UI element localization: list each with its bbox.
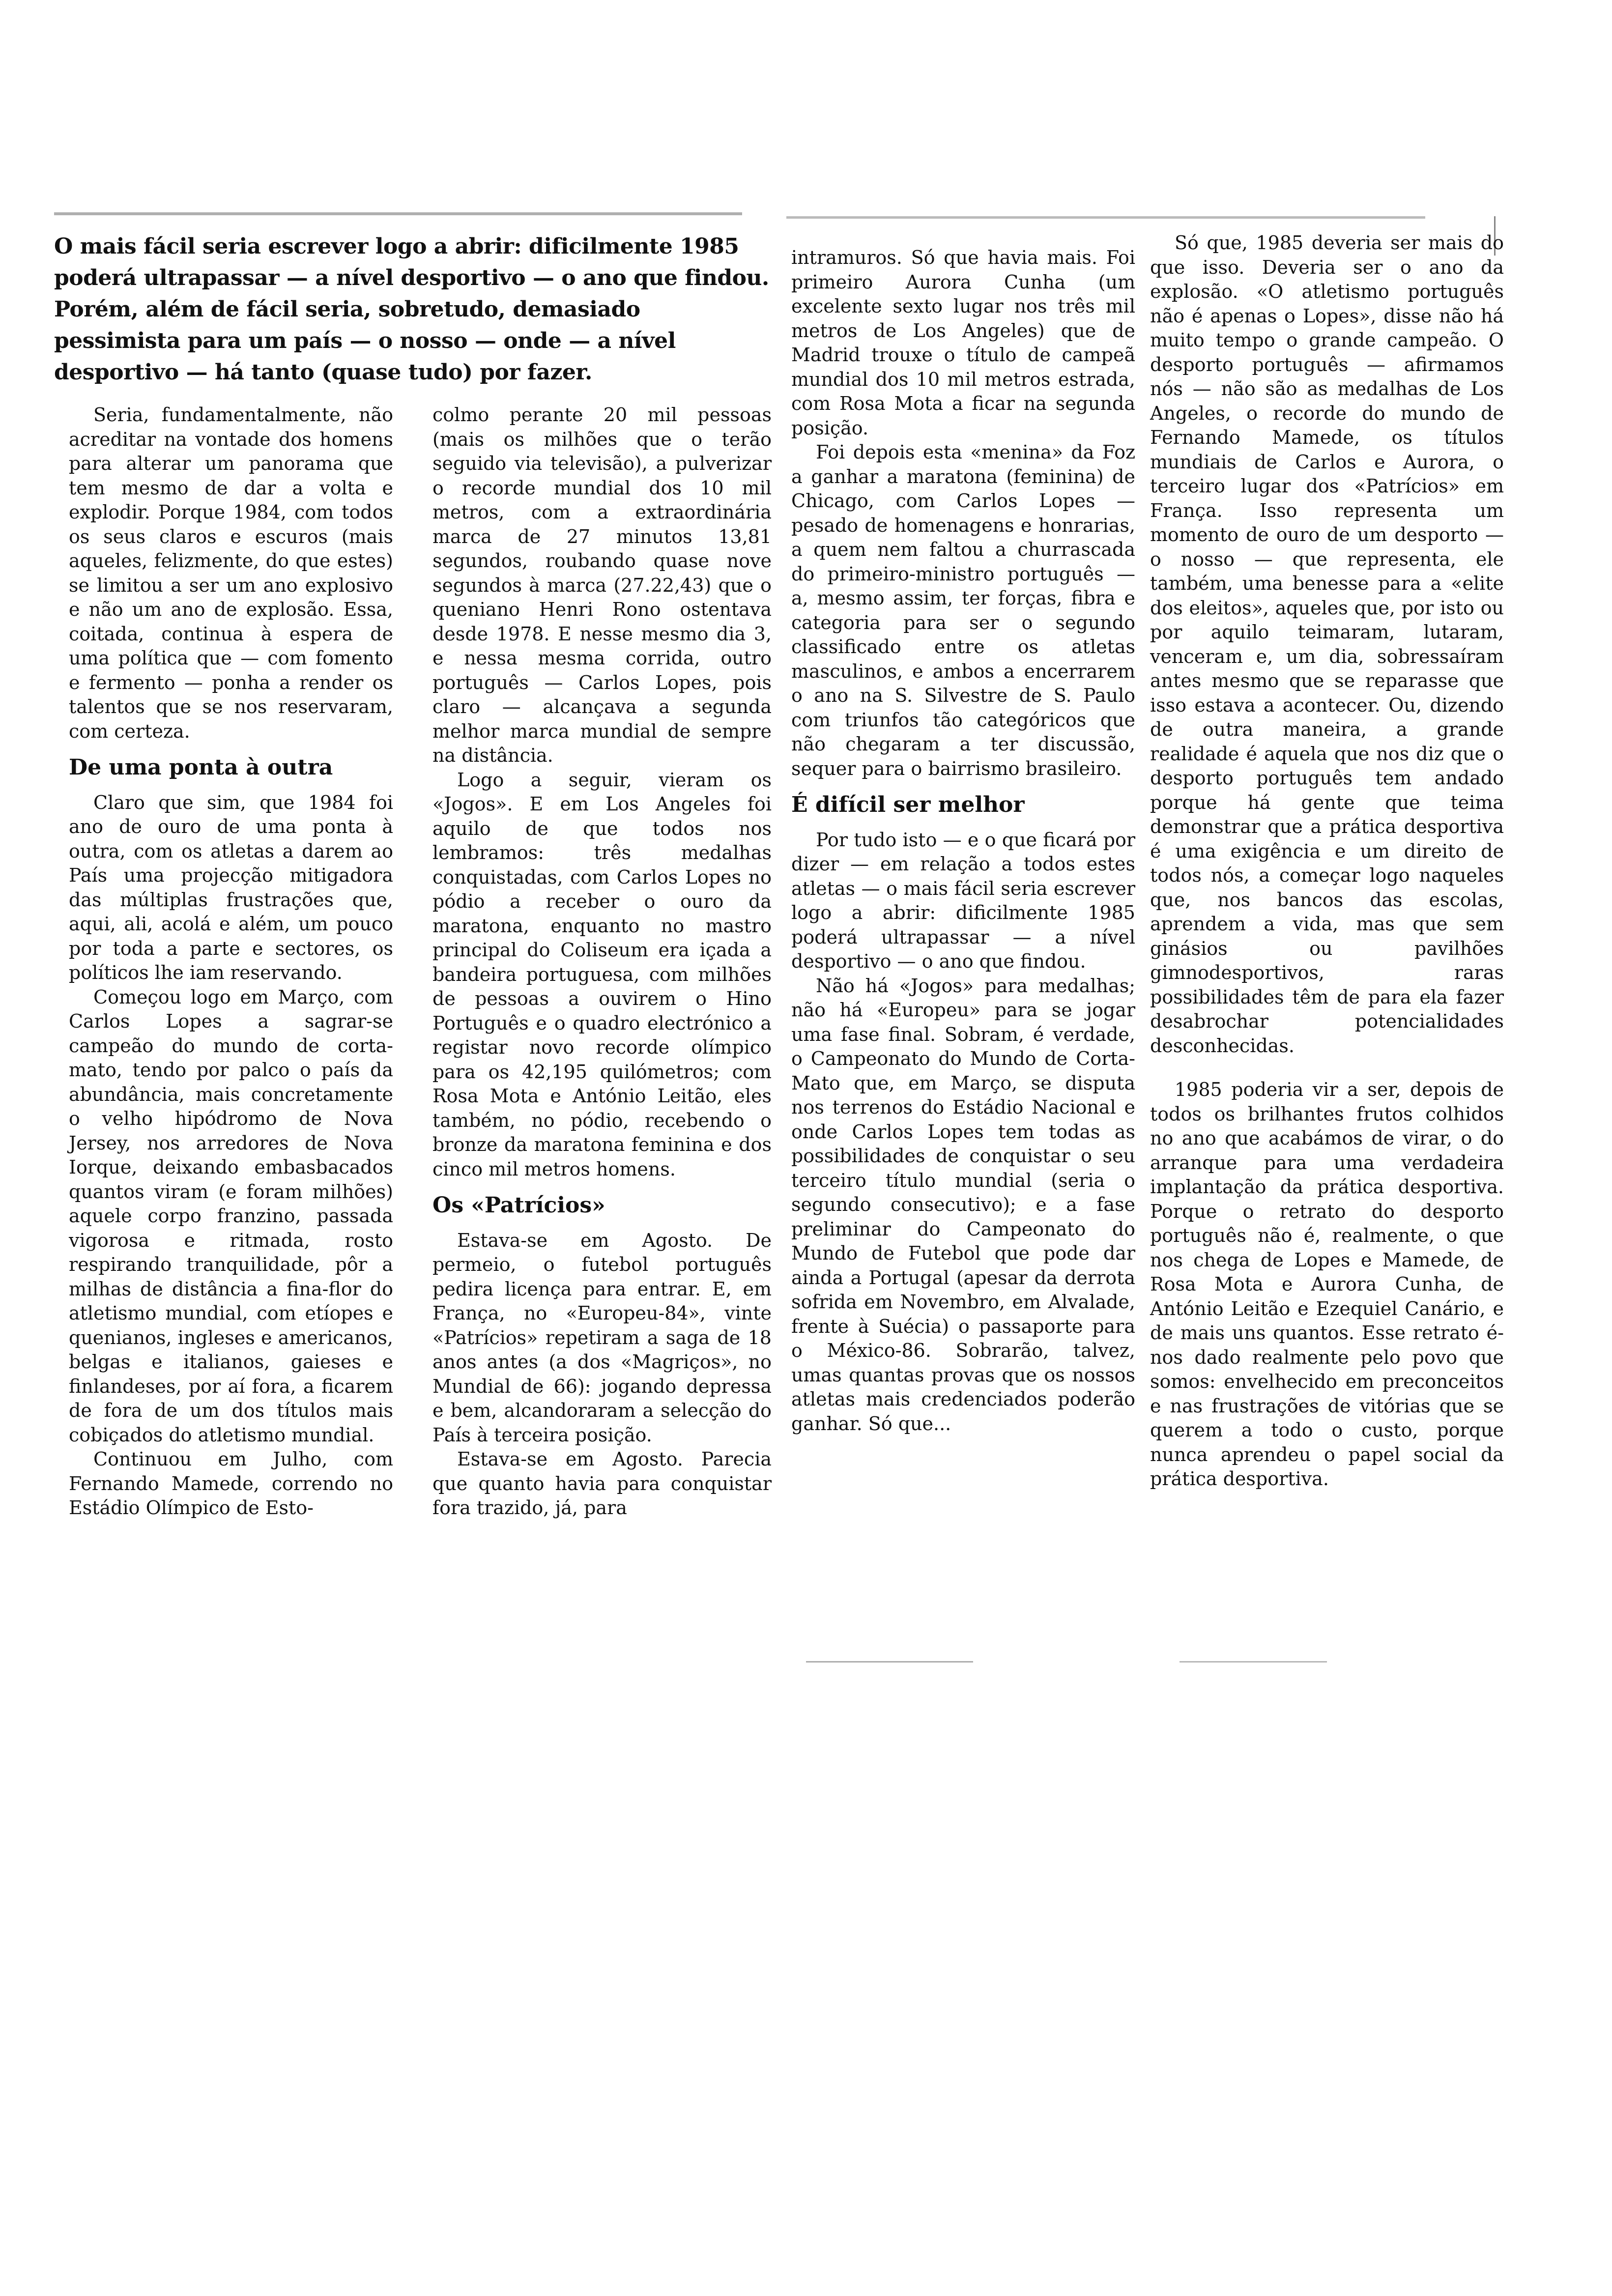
- paragraph: Claro que sim, que 1984 foi ano de ouro de uma ponta à outra, com os atletas a darem ao País uma projecção mitigadora das múltiplas frustrações que, aqui, ali, acolá e além, um pouco por toda a parte e sectores, os políticos lhe iam reservando.: [69, 791, 393, 983]
- scan-noise-top: [54, 212, 742, 215]
- paragraph: colmo perante 20 mil pessoas (mais os milhões que o terão seguido via televisão), a pulverizar o recorde mundial dos 10 mil metros, com a extraordinária marca de 27 minutos 13,81 segundos, roubando quase nove segundos à marca (27.22,43) que o queniano Henri Rono ostentava desde 1978. E nesse mesmo dia 3, e nessa mesma corrida, outro português — Carlos Lopes, pois claro — alcançava a segunda melhor marca mundial de sempre na distância.: [432, 404, 772, 766]
- scan-noise-top-right: [786, 216, 1425, 219]
- paragraph: Foi depois esta «menina» da Foz a ganhar a maratona (feminina) de Chicago, com Carlos Lopes — pesado de homenagens e honrarias, a quem nem faltou a churrascada do primeiro-ministro português — a, mesmo assim, ter forças, fibra e categoria para ser o segundo classificado entre os atletas masculinos, e ambos a encerrarem o ano na S. Silvestre de S. Paulo com triunfos tão categóricos que não chegaram a ter discussão, sequer para o bairrismo brasileiro.: [791, 441, 1135, 779]
- paragraph: Seria, fundamentalmente, não acreditar na vontade dos homens para alterar um panorama que tem mesmo de dar a volta e explodir. Porque 1984, com todos os seus claros e escuros (mais aqueles, felizmente, do que estes) se limitou a ser um ano explosivo e não um ano de explosão. Essa, coitada, continua à espera de uma política que — com fomento e fermento — ponha a render os talentos que se nos reservaram, com certeza.: [69, 404, 393, 742]
- column-end-mark: [1180, 1661, 1327, 1663]
- column-end-mark: [806, 1661, 973, 1663]
- column-4: [1150, 231, 1504, 1492]
- paragraph: Logo a seguir, vieram os «Jogos». E em Los Angeles foi aquilo de que todos nos lembramos: três medalhas conquistadas, com Carlos Lopes no pódio a receber o ouro da maratona, enquanto no mastro principal do Coliseum era içada a bandeira portuguesa, com milhões de pessoas a ouvirem o Hino Português e o quadro electrónico a registar novo recorde olímpico para os 42,195 quilómetros; com Rosa Mota e António Leitão, eles também, no pódio, recebendo o bronze da maratona feminina e dos cinco mil metros homens.: [432, 769, 772, 1180]
- column-3: [791, 246, 1135, 1436]
- section-heading: É difícil ser melhor: [791, 792, 1025, 817]
- column-1: [69, 403, 393, 1521]
- paragraph: Por tudo isto — e o que ficará por dizer — em relação a todos estes atletas — o mais fácil seria escrever logo a abrir: dificilmente 1985 poderá ultrapassar — a nível desportivo — o ano que findou.: [791, 829, 1135, 972]
- paragraph: Começou logo em Março, com Carlos Lopes a sagrar-se campeão do mundo de corta-mato, tendo por palco o país da abundância, mais concretamente o velho hipódromo de Nova Jersey, nos arredores de Nova Iorque, deixando embasbacados quantos viram (e foram milhões) aquele corpo franzino, passada vigorosa e ritmada, rosto respirando tranquilidade, pôr a milhas de distância a fina-flor do atletismo mundial, com etíopes e quenianos, ingleses e americanos, belgas e italianos, gaieses e finlandeses, por aí fora, a ficarem de fora de um dos títulos mais cobiçados do atletismo mundial.: [69, 986, 393, 1446]
- paragraph: 1985 poderia vir a ser, depois de todos os brilhantes frutos colhidos no ano que acabámos de virar, o do arranque para uma verdadeira implantação da prática desportiva. Porque o retrato do desporto português não é, realmente, o que nos chega de Lopes e Mamede, de Rosa Mota e Aurora Cunha, de António Leitão e Ezequiel Canário, e de mais uns quantos. Esse retrato é-nos dado realmente pelo povo que somos: envelhecido em preconceitos e nas frustrações de vitórias que se querem a todo o custo, porque nunca aprendeu o papel social da prática desportiva.: [1150, 1079, 1504, 1490]
- section-heading: Os «Patrícios»: [432, 1193, 605, 1218]
- paragraph: Continuou em Julho, com Fernando Mamede, correndo no Estádio Olímpico de Esto-: [69, 1448, 393, 1519]
- paragraph: Não há «Jogos» para medalhas; não há «Europeu» para se jogar uma fase final. Sobram, é verdade, o Campeonato do Mundo de Corta-Mato que, em Março, se disputa nos terrenos do Estádio Nacional e onde Carlos Lopes tem todas as possibilidades de conquistar o seu terceiro título mundial (seria o segundo consecutivo); e a fase preliminar do Campeonato do Mundo de Futebol que pode dar ainda a Portugal (apesar da derrota sofrida em Novembro, em Alvalade, frente à Suécia) o passaporte para o México-86. Sobrarão, talvez, umas quantas provas que os nossos atletas mais credenciados poderão ganhar. Só que...: [791, 975, 1135, 1435]
- paragraph: Estava-se em Agosto. Parecia que quanto havia para conquistar fora trazido, já, para: [432, 1448, 772, 1519]
- lead-paragraph: O mais fácil seria escrever logo a abrir: dificilmente 1985 poderá ultrapassar — a nível desportivo — o ano que findou. Porém, além de fácil seria, sobretudo, demasiado pessimista para um país — o nosso — onde — a nível desportivo — há tanto (quase tudo) por fazer.: [54, 234, 769, 385]
- paragraph: Estava-se em Agosto. De permeio, o futebol português pedira licença para entrar. E, em França, no «Europeu-84», vinte «Patrícios» repetiram a saga de 18 anos antes (a dos «Magriços», no Mundial de 66): jogando depressa e bem, alcandoraram a selecção do País à terceira posição.: [432, 1229, 772, 1446]
- paragraph: Só que, 1985 deveria ser mais do que isso. Deveria ser o ano da explosão. «O atletismo português não é apenas o Lopes», disse não há muito tempo o grande campeão. O desporto português — afirmamos nós — não são as medalhas de Los Angeles, o recorde do mundo de Fernando Mamede, os títulos mundiais de Carlos e Aurora, o terceiro lugar dos «Patrícios» em França. Isso representa um momento de ouro de um desporto — o nosso — que representa, ele também, uma benesse para a «elite dos eleitos», aqueles que, por isto ou por aquilo teimaram, lutaram, venceram e, um dia, sobressaíram antes mesmo que se reparasse que isso estava a acontecer. Ou, dizendo de outra maneira, a grande realidade é aquela que nos diz que o desporto português tem andado porque há gente que teima demonstrar que a prática desportiva é uma exigência e um direito de todos nós, a começar logo naqueles que, nos bancos das escolas, aprendem a vida, mas que sem ginásios ou pavilhões gimnodesportivos, raras possibilidades têm de para ela fazer desabrochar potencialidades desconhecidas.: [1150, 232, 1504, 1057]
- column-2: [432, 403, 772, 1521]
- paragraph: intramuros. Só que havia mais. Foi primeiro Aurora Cunha (um excelente sexto lugar nos três mil metros de Los Angeles) que de Madrid trouxe o título de campeã mundial dos 10 mil metros estrada, com Rosa Mota a ficar na segunda posição.: [791, 247, 1135, 439]
- section-heading: De uma ponta à outra: [69, 755, 333, 780]
